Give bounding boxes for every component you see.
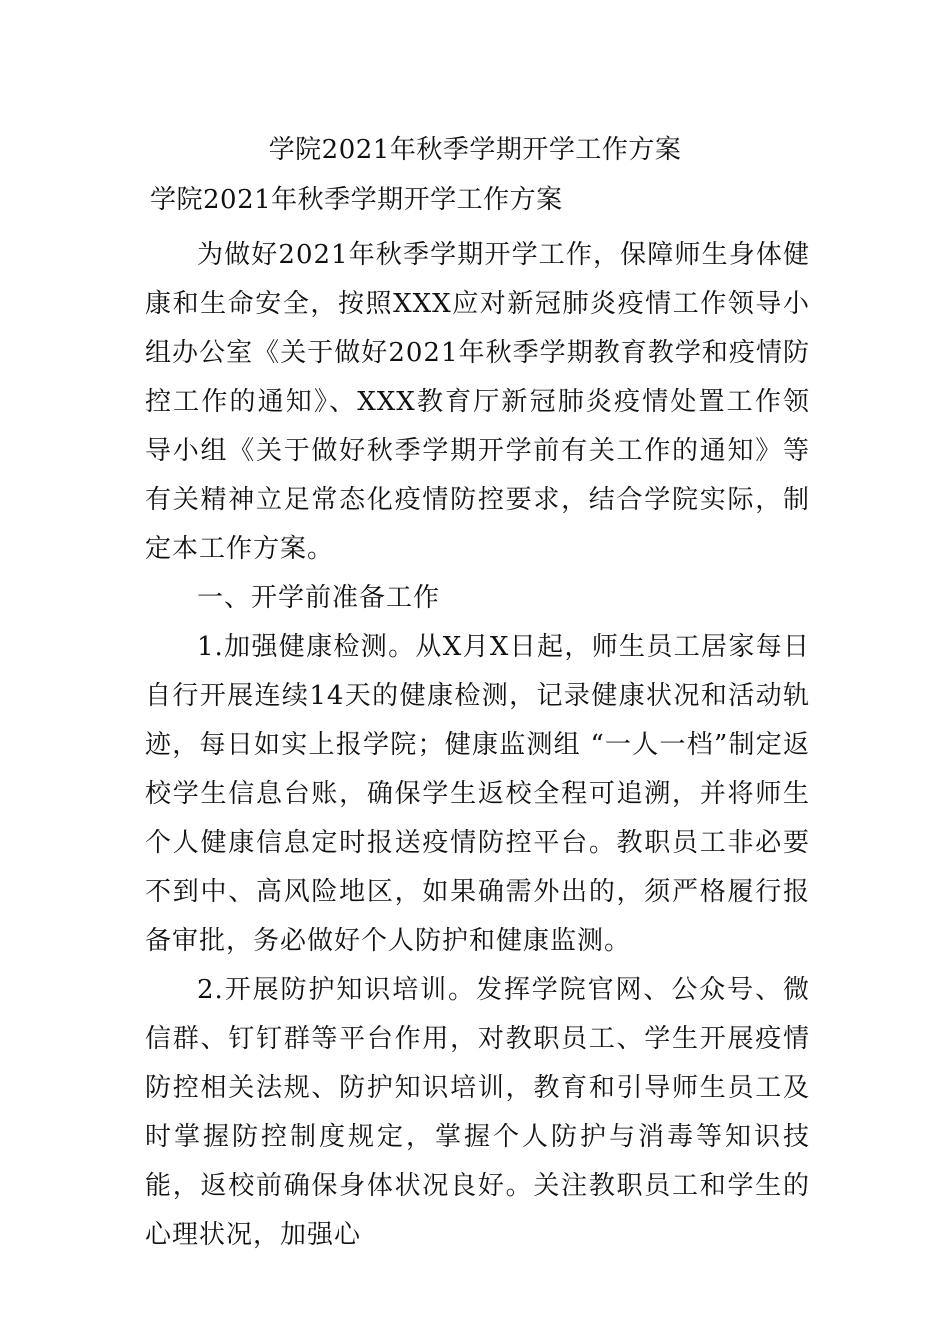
item-paragraph-1: 1.加强健康检测。从X月X日起，师生员工居家每日自行开展连续14天的健康检测，记录健康状况和活动轨迹，每日如实上报学院；健康监测组 “一人一档”制定返校学生信息台账，确保学生返校全程可追溯，并将师生个人健康信息定时报送疫情防控平台。教职员工非必要不到中、高风险地区，如果确需外出的，须严格履行报备审批，务必做好个人防护和健康监测。 — [145, 632, 810, 956]
document-subtitle: 学院2021年秋季学期开学工作方案 — [150, 185, 563, 215]
item-paragraph-2: 2.开展防护知识培训。发挥学院官网、公众号、微信群、钉钉群等平台作用，对教职员工、学生开展疫情防控相关法规、防护知识培训，教育和引导师生员工及时掌握防控制度规定，掌握个人防护与消毒等知识技能，返校前确保身体状况良好。关注教职员工和学生的心理状况，加强心 — [145, 975, 810, 1250]
section-heading: 一、开学前准备工作 — [197, 583, 441, 613]
document-body — [145, 231, 810, 1260]
document-title: 学院2021年秋季学期开学工作方案 — [268, 135, 682, 165]
intro-paragraph: 为做好2021年秋季学期开学工作，保障师生身体健康和生命安全，按照XXX应对新冠肺炎疫情工作领导小组办公室《关于做好2021年秋季学期教育教学和疫情防控工作的通知》、XXX教育厅新冠肺炎疫情处置工作领导小组《关于做好秋季学期开学前有关工作的通知》等有关精神立足常态化疫情防控要求，结合学院实际，制定本工作方案。 — [145, 240, 810, 564]
